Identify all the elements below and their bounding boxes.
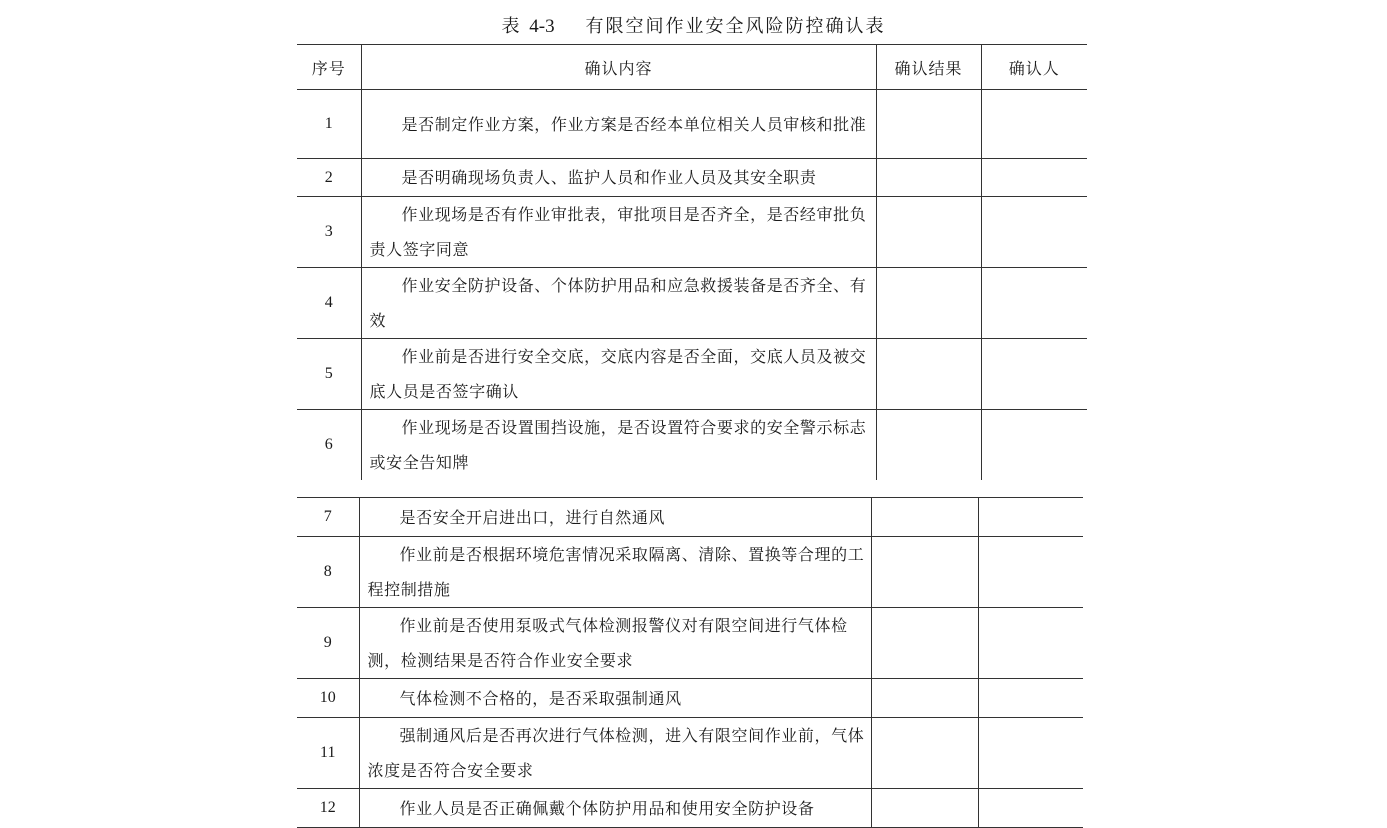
row-person-cell[interactable]	[978, 789, 1083, 828]
row-person-cell[interactable]	[978, 718, 1083, 789]
table-row	[297, 159, 1087, 197]
row-result-cell[interactable]	[871, 537, 978, 608]
row-number: 2	[297, 159, 361, 197]
table-row	[297, 90, 1087, 159]
header-number: 序号	[297, 45, 361, 90]
header-result: 确认结果	[876, 45, 981, 90]
row-person-cell[interactable]	[981, 90, 1087, 159]
row-content: 作业安全防护设备、个体防护用品和应急救援装备是否齐全、有效	[361, 268, 876, 339]
row-result-cell[interactable]	[871, 679, 978, 718]
table-row	[297, 339, 1087, 410]
row-number: 9	[297, 608, 359, 679]
row-person-cell[interactable]	[978, 537, 1083, 608]
table-row	[297, 608, 1083, 679]
table-row	[297, 410, 1087, 481]
title-prefix: 表	[501, 16, 530, 37]
table-row	[297, 268, 1087, 339]
row-result-cell[interactable]	[876, 339, 981, 410]
row-number: 12	[297, 789, 359, 828]
row-number: 10	[297, 679, 359, 718]
table-row	[297, 498, 1083, 537]
row-result-cell[interactable]	[871, 789, 978, 828]
row-number: 1	[297, 90, 361, 159]
row-content: 作业前是否进行安全交底，交底内容是否全面，交底人员及被交底人员是否签字确认	[361, 339, 876, 410]
header-content: 确认内容	[361, 45, 876, 90]
table-row	[297, 679, 1083, 718]
row-number: 7	[297, 498, 359, 537]
row-person-cell[interactable]	[981, 159, 1087, 197]
row-result-cell[interactable]	[876, 159, 981, 197]
row-result-cell[interactable]	[876, 410, 981, 481]
row-number: 4	[297, 268, 361, 339]
row-content: 是否明确现场负责人、监护人员和作业人员及其安全职责	[361, 159, 876, 197]
row-person-cell[interactable]	[981, 339, 1087, 410]
row-person-cell[interactable]	[978, 608, 1083, 679]
row-result-cell[interactable]	[876, 268, 981, 339]
row-result-cell[interactable]	[876, 90, 981, 159]
row-result-cell[interactable]	[871, 608, 978, 679]
row-person-cell[interactable]	[981, 410, 1087, 481]
table-row	[297, 197, 1087, 268]
header-person: 确认人	[981, 45, 1087, 90]
confirmation-table-part-1	[297, 44, 1087, 480]
row-number: 11	[297, 718, 359, 789]
row-person-cell[interactable]	[978, 679, 1083, 718]
row-content: 是否安全开启进出口，进行自然通风	[359, 498, 871, 537]
table-row	[297, 718, 1083, 789]
table-title	[0, 12, 1387, 38]
row-number: 3	[297, 197, 361, 268]
table-row	[297, 789, 1083, 828]
row-content: 作业现场是否设置围挡设施，是否设置符合要求的安全警示标志或安全告知牌	[361, 410, 876, 481]
table-row	[297, 537, 1083, 608]
row-number: 8	[297, 537, 359, 608]
row-number: 5	[297, 339, 361, 410]
row-content: 作业人员是否正确佩戴个体防护用品和使用安全防护设备	[359, 789, 871, 828]
row-content: 作业前是否根据环境危害情况采取隔离、清除、置换等合理的工程控制措施	[359, 537, 871, 608]
table-header-row	[297, 45, 1087, 90]
row-content: 强制通风后是否再次进行气体检测，进入有限空间作业前，气体浓度是否符合安全要求	[359, 718, 871, 789]
row-content: 作业前是否使用泵吸式气体检测报警仪对有限空间进行气体检测，检测结果是否符合作业安全要求	[359, 608, 871, 679]
row-content: 是否制定作业方案，作业方案是否经本单位相关人员审核和批准	[361, 90, 876, 159]
row-result-cell[interactable]	[876, 197, 981, 268]
title-text: 有限空间作业安全风险防控确认表	[585, 16, 886, 37]
row-person-cell[interactable]	[981, 197, 1087, 268]
row-result-cell[interactable]	[871, 498, 978, 537]
row-content: 气体检测不合格的，是否采取强制通风	[359, 679, 871, 718]
row-number: 6	[297, 410, 361, 481]
row-content: 作业现场是否有作业审批表，审批项目是否齐全，是否经审批负责人签字同意	[361, 197, 876, 268]
row-result-cell[interactable]	[871, 718, 978, 789]
confirmation-table-part-2	[297, 497, 1083, 828]
row-person-cell[interactable]	[981, 268, 1087, 339]
title-number: 4-3	[529, 16, 555, 37]
row-person-cell[interactable]	[978, 498, 1083, 537]
